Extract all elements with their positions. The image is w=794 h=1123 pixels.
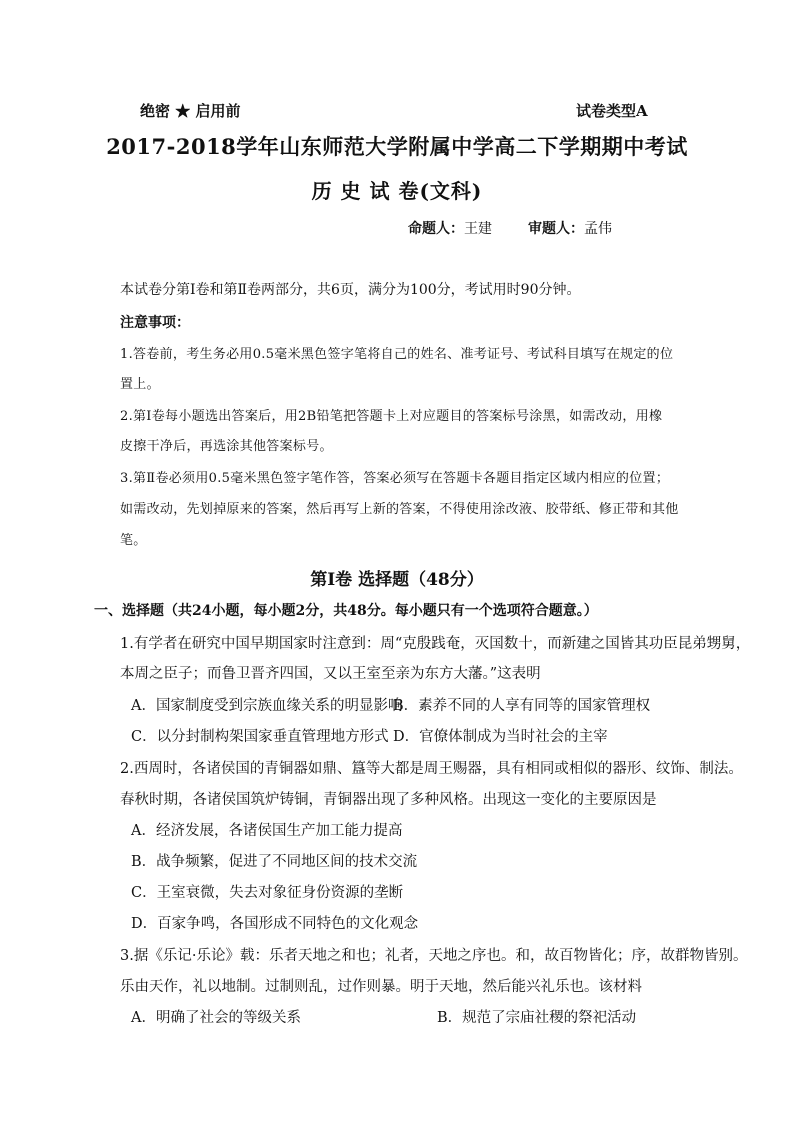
option-a: A．经济发展，各诸侯国生产加工能力提高 — [131, 823, 403, 839]
notice-line: 置上。 — [120, 377, 160, 392]
question-line: 1.有学者在研究中国早期国家时注意到：周“克殷践奄，灭国数十，而新建之国皆其功臣昆弟甥舅， — [120, 636, 751, 652]
notice-line: 1.答卷前，考生务必用0.5毫米黑色签字笔将自己的姓名、准考证号、考试科目填写在规定的位 — [120, 347, 674, 362]
question-line: 春秋时期，各诸侯国筑炉铸铜，青铜器出现了多种风格。出现这一变化的主要原因是 — [120, 792, 657, 808]
setter-label: 命题人： — [408, 221, 464, 237]
notice-line: 笔。 — [120, 533, 147, 548]
secret-label: 绝密 ★ 启用前 — [140, 102, 241, 120]
notice-line: 2.第Ⅰ卷每小题选出答案后，用2B铅笔把答题卡上对应题目的答案标号涂黑，如需改动，用橡 — [120, 409, 663, 424]
section-title: 第Ⅰ卷 选择题（48分） — [310, 570, 484, 590]
option-b: B．素养不同的人享有同等的国家管理权 — [393, 698, 651, 714]
question-line: 乐由天作，礼以地制。过制则乱，过作则暴。明于天地，然后能兴礼乐也。该材料 — [120, 979, 642, 995]
option-d: D．百家争鸣，各国形成不同特色的文化观念 — [131, 916, 419, 932]
option-b: B．规范了宗庙社稷的祭祀活动 — [437, 1010, 637, 1026]
exam-subtitle: 历 史 试 卷(文科) — [311, 179, 483, 203]
setter-name: 王建 — [464, 221, 492, 237]
question-line: 3.据《乐记·乐论》载：乐者天地之和也；礼者，天地之序也。和，故百物皆化；序，故群物皆别。 — [120, 948, 748, 964]
reviewer-label: 审题人： — [528, 221, 584, 237]
notice-title: 注意事项： — [120, 315, 190, 331]
exam-title: 2017-2018学年山东师范大学附属中学高二下学期期中考试 — [106, 134, 688, 159]
option-c: C．王室衰微，失去对象征身份资源的垄断 — [131, 885, 404, 901]
question-line: 本周之臣子；而鲁卫晋齐四国，又以王室至亲为东方大藩。”这表明 — [120, 666, 541, 682]
reviewer-name: 孟伟 — [584, 221, 612, 237]
option-a: A．明确了社会的等级关系 — [131, 1010, 301, 1026]
question-line: 2.西周时，各诸侯国的青铜器如鼎、簋等大都是周王赐器，具有相同或相似的器形、纹饰、制法。 — [120, 761, 743, 777]
option-b: B．战争频繁，促进了不同地区间的技术交流 — [131, 854, 418, 870]
paper-type-label: 试卷类型A — [576, 102, 648, 120]
authors-line — [408, 218, 612, 238]
intro-text: 本试卷分第Ⅰ卷和第Ⅱ卷两部分，共6页，满分为100分，考试用时90分钟。 — [120, 282, 581, 298]
notice-line: 皮擦干净后，再选涂其他答案标号。 — [120, 439, 333, 454]
option-d: D．官僚体制成为当时社会的主宰 — [393, 729, 608, 745]
option-c: C．以分封制构架国家垂直管理地方形式 — [131, 729, 389, 745]
part-heading: 一、选择题（共24小题，每小题2分，共48分。每小题只有一个选项符合题意。） — [94, 603, 598, 619]
option-a: A．国家制度受到宗族血缘关系的明显影响 — [131, 698, 403, 714]
notice-line: 3.第Ⅱ卷必须用0.5毫米黑色签字笔作答，答案必须写在答题卡各题目指定区域内相应的位置； — [120, 471, 670, 486]
notice-line: 如需改动，先划掉原来的答案，然后再写上新的答案，不得使用涂改液、胶带纸、修正带和其他 — [120, 502, 679, 517]
